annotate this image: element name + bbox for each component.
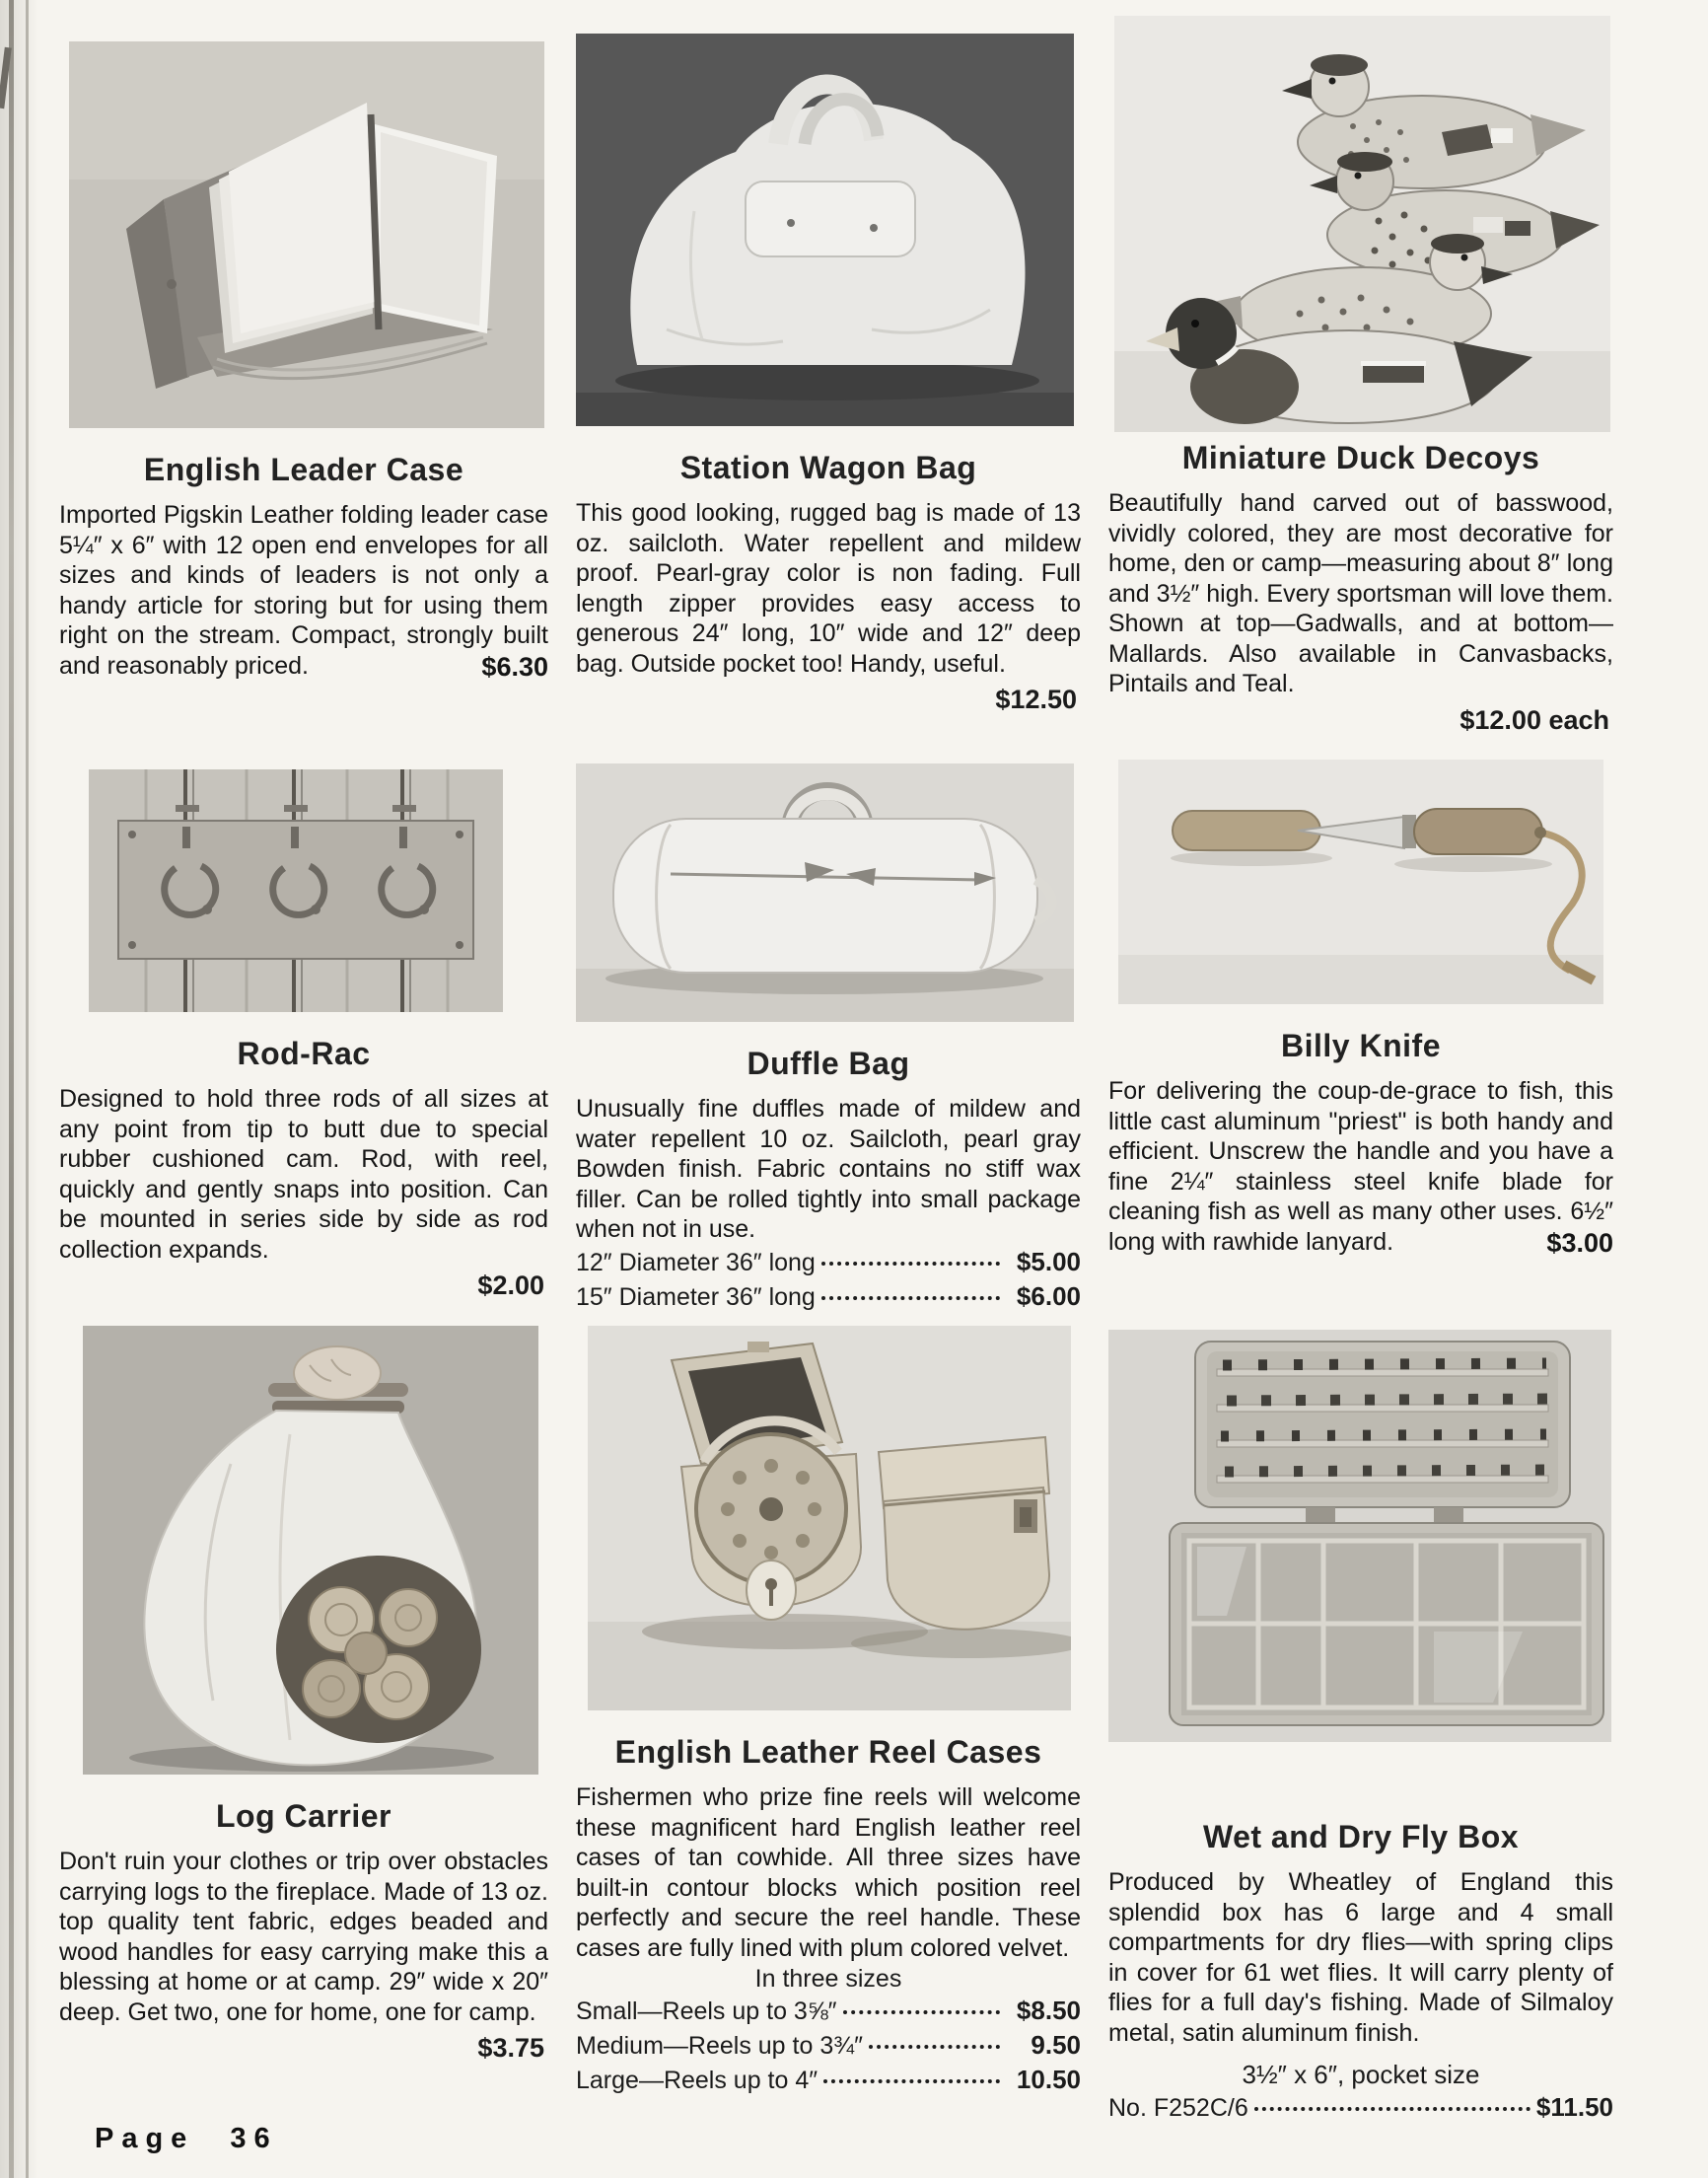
- product-description: Fishermen who prize fine reels will welcome these magnificent hard English leather reel cases of tan cowhide. All three sizes have built-in contour blocks which position reel perfectly and secure the reel handle. These cases are fully lined with plum colored velvet.: [576, 1783, 1081, 1962]
- product-title: Log Carrier: [216, 1798, 391, 1834]
- product-log-carrier: [59, 1314, 548, 2125]
- duck-decoys-illustration: [1114, 16, 1610, 432]
- reel-cases-illustration: [588, 1326, 1071, 1710]
- product-title: Duffle Bag: [747, 1046, 910, 1081]
- log-carrier-illustration: [83, 1326, 538, 1775]
- rod-rac-photo: [89, 769, 503, 1012]
- product-title: Rod-Rac: [237, 1036, 371, 1071]
- station-wagon-bag-illustration: [576, 34, 1074, 426]
- product-english-leather-reel-cases: [576, 1314, 1081, 2125]
- size-line: 3½″ x 6″, pocket size: [1242, 2060, 1480, 2089]
- english-leader-case-photo: [69, 41, 544, 428]
- product-price: $2.00: [477, 1270, 544, 1300]
- price-line: [576, 1279, 1081, 1314]
- dot-leader: [843, 2010, 1000, 2014]
- price-line: [576, 1994, 1081, 2028]
- description-text: For delivering the coup-de-grace to fish, this little cast aluminum "priest" is both handy and efficient. Unscrew the handle and you have a fine 2¼″ stainless steel knife blade for cleaning fish as well as many other uses. 6½″ long with rawhide lanyard.: [1108, 1077, 1613, 1256]
- price-line-price: $6.00: [1016, 1280, 1081, 1311]
- order-line: [1108, 2090, 1613, 2125]
- product-description: Unusually fine duffles made of mildew and water repellent 10 oz. Sailcloth, pearl gray Bowden finish. Fabric contains no stiff wax filler. Can be rolled tightly into small package when not in use.: [576, 1095, 1081, 1243]
- product-miniature-duck-decoys: [1108, 28, 1613, 734]
- price-line: [576, 2028, 1081, 2063]
- product-price: $3.75: [477, 2033, 544, 2063]
- fly-box-illustration: [1108, 1330, 1611, 1742]
- product-description: [59, 500, 548, 681]
- product-price: $12.00 each: [1459, 704, 1609, 735]
- product-grid: [59, 28, 1621, 2125]
- binding-edge: [0, 0, 45, 2178]
- dot-leader: [821, 1262, 1000, 1266]
- product-description: Designed to hold three rods of all sizes at any point from tip to butt due to special rubber cushioned cam. Rod, with reel, quickly and gently snaps into position. Can be mounted in series side by side as rod collection expands.: [59, 1085, 548, 1264]
- price-line-label: Large—Reels up to 4″: [576, 2067, 818, 2094]
- price-line-label: 12″ Diameter 36″ long: [576, 1248, 816, 1276]
- reel-cases-photo: [588, 1326, 1071, 1710]
- product-description: Don't ruin your clothes or trip over obstacles carrying logs to the fireplace. Made of 13 oz. top quality tent fabric, edges beaded and wood handles for easy carrying make this a blessing at home or at camp. 29″ wide x 20″ deep. Get two, one for home, one for camp.: [59, 1848, 548, 2026]
- billy-knife-photo: [1118, 760, 1603, 1004]
- binding-line: [9, 0, 14, 2178]
- price-line-label: Medium—Reels up to 3¾″: [576, 2032, 863, 2060]
- product-price: $6.30: [481, 651, 548, 682]
- fly-box-photo: [1108, 1330, 1611, 1742]
- product-price: $12.50: [995, 685, 1077, 714]
- product-english-leader-case: [59, 28, 548, 734]
- price-line: [576, 1245, 1081, 1279]
- duffle-bag-photo: [576, 763, 1074, 1022]
- dot-leader: [821, 1296, 1000, 1300]
- price-line-label: Small—Reels up to 3⅝″: [576, 1997, 837, 2025]
- order-number: No. F252C/6: [1108, 2094, 1248, 2122]
- product-description: This good looking, rugged bag is made of 13 oz. sailcloth. Water repellent and mildew proof. Pearl-gray color is non fading. Full length zipper provides easy access to generous 24″ long, 10″ wide and 12″ deep bag. Outside pocket too! Handy, useful.: [576, 499, 1081, 678]
- product-title: Wet and Dry Fly Box: [1202, 1819, 1520, 1854]
- product-title: English Leather Reel Cases: [614, 1734, 1042, 1770]
- product-station-wagon-bag: [576, 28, 1081, 734]
- product-billy-knife: [1108, 748, 1613, 1300]
- billy-knife-illustration: [1118, 760, 1603, 1004]
- duck-decoys-photo: [1114, 16, 1610, 432]
- product-wet-and-dry-fly-box: [1108, 1314, 1613, 2125]
- product-description: Produced by Wheatley of England this splendid box has 6 large and 4 small compartments for dry flies—with spring clips in cover for 61 wet flies. It will carry plenty of flies for a full day's fishing. Made of Silmaloy metal, satin aluminum finish.: [1108, 1868, 1613, 2047]
- binding-line: [26, 0, 29, 2178]
- price-line-price: 10.50: [1016, 2065, 1081, 2094]
- product-duffle-bag: [576, 748, 1081, 1311]
- product-description: Beautifully hand carved out of basswood, vividly colored, they are most decorative for home, den or camp—measuring about 8″ long and 3½″ high. Every sportsman will love them. Shown at top—Gadwalls, and at bottom—Mallards. Also available in Canvasbacks, Pintails and Teal.: [1108, 489, 1613, 697]
- price-line-label: 15″ Diameter 36″ long: [576, 1282, 816, 1311]
- leader-case-illustration: [69, 41, 544, 428]
- price-line-price: $8.50: [1016, 1996, 1081, 2025]
- price-line-price: $5.00: [1016, 1246, 1081, 1276]
- product-title: Billy Knife: [1281, 1028, 1441, 1063]
- log-carrier-photo: [83, 1326, 538, 1775]
- description-text: Imported Pigskin Leather folding leader case 5¼″ x 6″ with 12 open end envelopes for all sizes and kinds of leaders is not only a handy article for storing but for using them right on the stream. Compact, strongly built and reasonably priced.: [59, 501, 548, 680]
- product-rod-rac: [59, 748, 548, 1300]
- dot-leader: [869, 2045, 1000, 2049]
- price-line: [576, 2063, 1081, 2097]
- duffle-bag-illustration: [576, 763, 1074, 1022]
- dot-leader: [1254, 2107, 1530, 2111]
- page-number: Page 36: [95, 2123, 278, 2154]
- product-title: Miniature Duck Decoys: [1181, 440, 1540, 475]
- rod-rac-illustration: [89, 769, 503, 1012]
- station-wagon-bag-photo: [576, 34, 1074, 426]
- sizes-heading: In three sizes: [754, 1965, 902, 1993]
- product-title: Station Wagon Bag: [679, 450, 977, 485]
- order-price: $11.50: [1535, 2092, 1613, 2122]
- product-price: $3.00: [1546, 1227, 1613, 1258]
- product-description: [1108, 1076, 1613, 1257]
- price-line-price: 9.50: [1031, 2030, 1081, 2060]
- product-title: English Leader Case: [143, 452, 464, 487]
- dot-leader: [823, 2079, 1000, 2083]
